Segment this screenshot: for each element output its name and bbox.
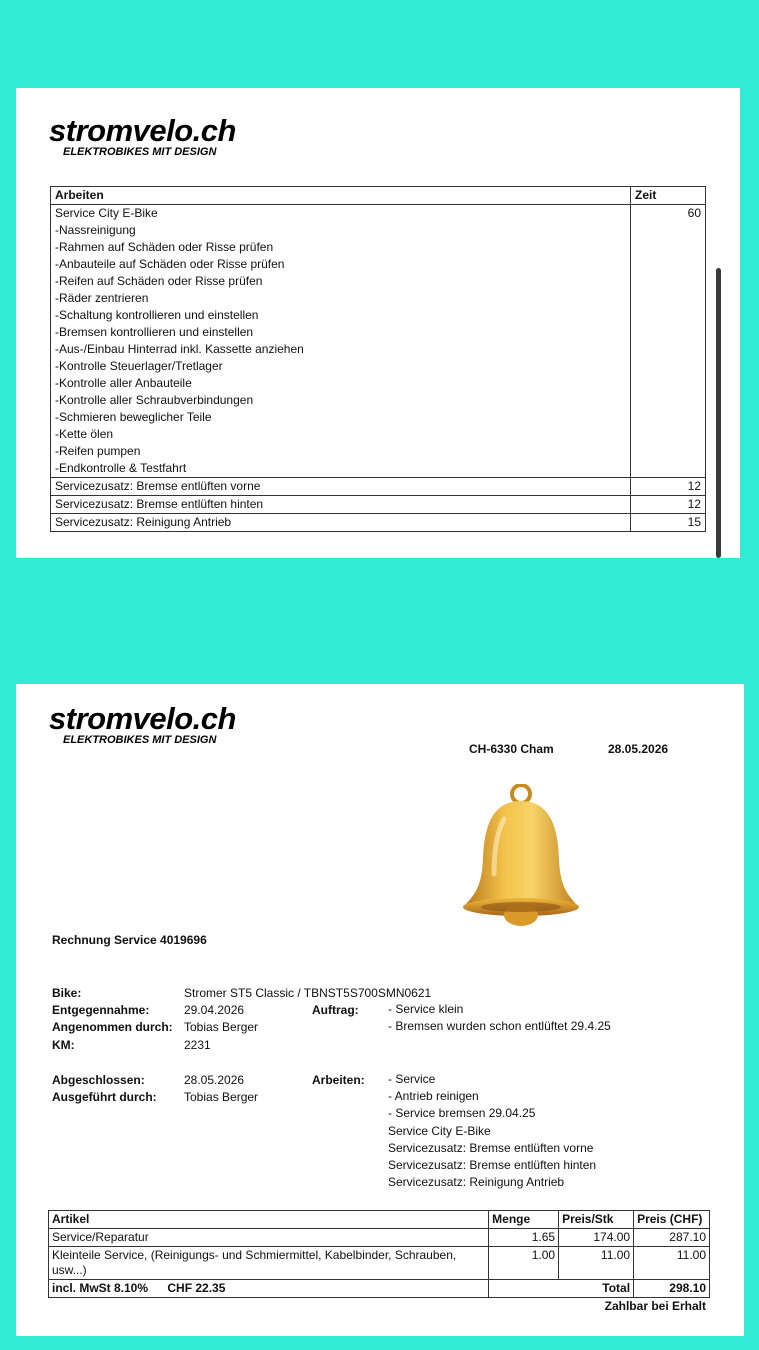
work-table [50,186,706,532]
articles-table [48,1210,710,1298]
work-line: Servicezusatz: Bremse entlüften hinten [388,1157,597,1172]
work-step-time [631,290,706,307]
bell-icon [446,784,596,934]
work-line: - Service [388,1072,436,1086]
invoice-title: Rechnung Service 4019696 [52,933,207,947]
scrollbar[interactable] [716,268,721,558]
logo-tagline: ELEKTROBIKES MIT DESIGN [63,146,217,158]
table-row [51,392,706,409]
order-line: - Service klein [388,1002,464,1016]
table-row [49,1211,710,1229]
article-name: Kleinteile Service, (Reinigungs- und Schmiermittel, Kabelbinder, Schrauben, usw...) [49,1247,489,1280]
company-logo [49,701,236,746]
work-step-time [631,409,706,426]
logo-name: stromvelo.ch [49,701,236,736]
work-step-time [631,222,706,239]
work-step: -Endkontrolle & Testfahrt [51,460,631,478]
vat-amount: CHF 22.35 [167,1281,226,1295]
performed-label: Ausgeführt durch: [52,1090,157,1104]
work-step: -Bremsen kontrollieren und einstellen [51,324,631,341]
work-step-time [631,426,706,443]
accepted-value: Tobias Berger [184,1020,259,1034]
work-step-time [631,341,706,358]
table-row [51,341,706,358]
work-line: Servicezusatz: Reinigung Antrieb [388,1175,565,1190]
article-name: Service/Reparatur [49,1229,489,1247]
table-row [51,478,706,496]
extra-time: 12 [631,496,706,514]
table-row [51,358,706,375]
work-step-time [631,460,706,478]
work-step: -Aus-/Einbau Hinterrad inkl. Kassette anziehen [51,341,631,358]
payment-terms: Zahlbar bei Erhalt [604,1299,706,1313]
table-row [51,307,706,324]
total-value: 298.10 [634,1280,710,1298]
invoice-location: CH-6330 Cham [469,742,554,756]
work-step-time [631,239,706,256]
extra-label: Servicezusatz: Bremse entlüften vorne [51,478,631,496]
work-step: -Nassreinigung [51,222,631,239]
table-row [49,1247,710,1280]
closed-label: Abgeschlossen: [52,1073,145,1087]
order-label: Auftrag: [312,1003,359,1017]
order-lines [388,1001,611,1035]
article-qty: 1.00 [489,1247,559,1280]
table-row [51,443,706,460]
work-line: Servicezusatz: Bremse entlüften vorne [388,1140,594,1155]
work-list-page [16,88,740,558]
work-step-time [631,307,706,324]
main-item-label: Service City E-Bike [51,205,631,223]
header-artikel: Artikel [49,1211,489,1229]
work-line: Service City E-Bike [388,1123,491,1138]
work-line: - Antrieb reinigen [388,1089,479,1104]
work-step: -Kontrolle aller Schraubverbindungen [51,392,631,409]
header-menge: Menge [489,1211,559,1229]
logo-tagline: ELEKTROBIKES MIT DESIGN [63,734,217,746]
company-logo [49,113,236,158]
table-row [49,1229,710,1247]
table-row [51,290,706,307]
km-value: 2231 [184,1038,211,1052]
vat-label: incl. MwSt 8.10% [52,1281,149,1295]
invoice-date: 28.05.2026 [608,742,669,756]
received-value: 29.04.2026 [184,1003,245,1017]
closed-value: 28.05.2026 [184,1073,245,1087]
header-preis-stk: Preis/Stk [559,1211,634,1229]
vat-cell [49,1280,489,1298]
extra-label: Servicezusatz: Reinigung Antrieb [51,514,631,532]
article-qty: 1.65 [489,1229,559,1247]
work-step: -Reifen pumpen [51,443,631,460]
work-step-time [631,256,706,273]
work-step: -Schaltung kontrollieren und einstellen [51,307,631,324]
work-step-time [631,443,706,460]
extra-label: Servicezusatz: Bremse entlüften hinten [51,496,631,514]
article-price: 287.10 [634,1229,710,1247]
accepted-label: Angenommen durch: [52,1020,173,1034]
article-unit-price: 174.00 [559,1229,634,1247]
table-row [51,273,706,290]
work-step: -Anbauteile auf Schäden oder Risse prüfen [51,256,631,273]
extra-time: 12 [631,478,706,496]
table-row [51,222,706,239]
order-line: - Bremsen wurden schon entlüftet 29.4.25 [388,1019,611,1034]
received-label: Entgegennahme: [52,1003,150,1017]
table-row [51,496,706,514]
extra-time: 15 [631,514,706,532]
performed-value: Tobias Berger [184,1090,259,1104]
table-row [51,239,706,256]
invoice-page [16,684,744,1336]
work-step-time [631,324,706,341]
header-preis: Preis (CHF) [634,1211,710,1229]
article-unit-price: 11.00 [559,1247,634,1280]
main-item-time: 60 [631,205,706,223]
work-step: -Rahmen auf Schäden oder Risse prüfen [51,239,631,256]
work-line: - Service bremsen 29.04.25 [388,1106,536,1121]
work-label: Arbeiten: [312,1073,365,1087]
table-row [51,460,706,478]
total-row [49,1280,710,1298]
total-label: Total [489,1280,634,1298]
work-step: -Räder zentrieren [51,290,631,307]
table-row [51,256,706,273]
header-zeit: Zeit [631,187,706,205]
km-label: KM: [52,1038,75,1052]
table-row [51,409,706,426]
article-price: 11.00 [634,1247,710,1280]
header-arbeiten: Arbeiten [51,187,631,205]
work-step: -Reifen auf Schäden oder Risse prüfen [51,273,631,290]
table-row [51,375,706,392]
work-step: -Kontrolle Steuerlager/Tretlager [51,358,631,375]
bike-value: Stromer ST5 Classic / TBNST5S700SMN0621 [184,986,432,1000]
table-row [51,514,706,532]
work-step-time [631,392,706,409]
work-step-time [631,375,706,392]
work-lines [388,1071,596,1191]
work-table-body [51,205,706,532]
work-step: -Kette ölen [51,426,631,443]
table-row [51,324,706,341]
work-step: -Kontrolle aller Anbauteile [51,375,631,392]
table-row [51,205,706,223]
work-step-time [631,273,706,290]
work-step-time [631,358,706,375]
work-step: -Schmieren beweglicher Teile [51,409,631,426]
bike-label: Bike: [52,986,82,1000]
table-row [51,426,706,443]
logo-name: stromvelo.ch [49,113,236,148]
